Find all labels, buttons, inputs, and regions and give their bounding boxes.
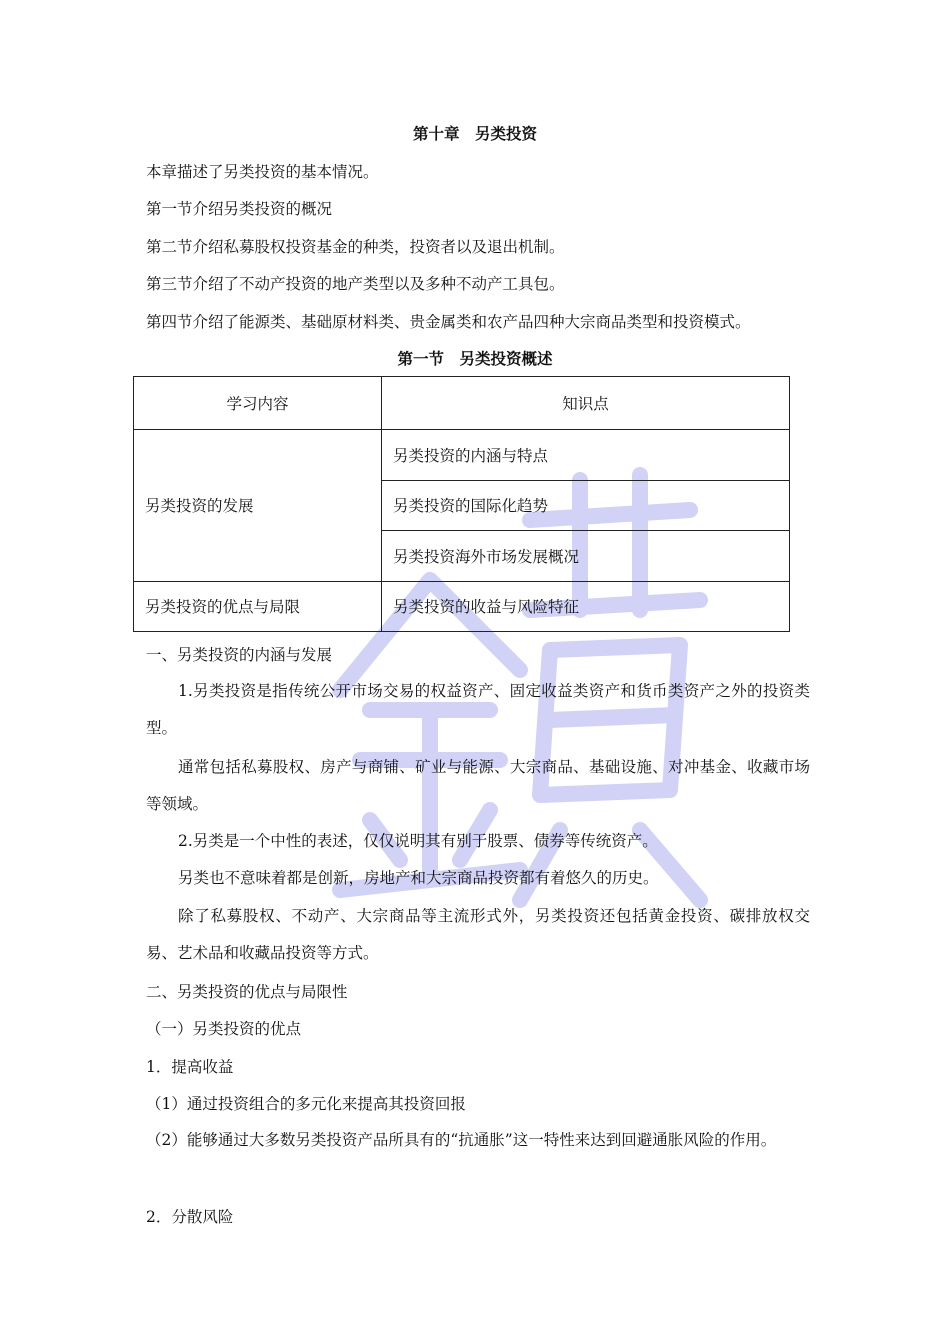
heading-5: 2．分散风险 — [146, 1208, 234, 1226]
table-cell-content: 另类投资的发展 — [134, 430, 382, 582]
heading-1: 一、另类投资的内涵与发展 — [146, 646, 333, 664]
intro-line-1: 本章描述了另类投资的基本情况。 — [146, 163, 379, 181]
intro-line-4: 第三节介绍了不动产投资的地产类型以及多种不动产工具包。 — [146, 275, 565, 293]
section-title: 第一节 另类投资概述 — [397, 349, 553, 368]
table-cell-point: 另类投资海外市场发展概况 — [382, 531, 790, 582]
intro-line-5: 第四节介绍了能源类、基础原材料类、贵金属类和农产品四种大宗商品类型和投资模式。 — [146, 313, 751, 331]
chapter-title: 第十章 另类投资 — [412, 124, 537, 143]
table-row — [134, 430, 790, 481]
table-cell-point: 另类投资的内涵与特点 — [382, 430, 790, 481]
paragraph-5: 除了私募股权、不动产、大宗商品等主流形式外，另类投资还包括黄金投资、碳排放权交易、艺术品和收藏品投资等方式。 — [146, 907, 810, 962]
table-header-content: 学习内容 — [134, 377, 382, 430]
intro-line-2: 第一节介绍另类投资的概况 — [146, 200, 333, 218]
heading-3: （一）另类投资的优点 — [146, 1020, 302, 1038]
paragraph-4: 另类也不意味着都是创新，房地产和大宗商品投资都有着悠久的历史。 — [178, 869, 659, 887]
paragraph-3: 2.另类是一个中性的表述，仅仅说明其有别于股票、债券等传统资产。 — [178, 832, 658, 850]
table-header-points: 知识点 — [382, 377, 790, 430]
knowledge-table — [133, 376, 790, 632]
paragraph-1: 1.另类投资是指传统公开市场交易的权益资产、固定收益类资产和货币类资产之外的投资类型。 — [146, 682, 810, 737]
heading-2: 二、另类投资的优点与局限性 — [146, 983, 348, 1001]
table-cell-point: 另类投资的收益与风险特征 — [382, 581, 790, 632]
table-cell-content: 另类投资的优点与局限 — [134, 581, 382, 632]
intro-line-3: 第二节介绍私募股权投资基金的种类，投资者以及退出机制。 — [146, 238, 565, 256]
table-cell-point: 另类投资的国际化趋势 — [382, 480, 790, 531]
table-row — [134, 581, 790, 632]
list-item-2: （2）能够通过大多数另类投资产品所具有的“抗通胀”这一特性来达到回避通胀风险的作用。 — [146, 1131, 777, 1149]
list-item-1: （1）通过投资组合的多元化来提高其投资回报 — [146, 1095, 466, 1113]
paragraph-2: 通常包括私募股权、房产与商铺、矿业与能源、大宗商品、基础设施、对冲基金、收藏市场等领域。 — [146, 758, 810, 813]
table-header-row — [134, 377, 790, 430]
heading-4: 1．提高收益 — [146, 1058, 234, 1076]
